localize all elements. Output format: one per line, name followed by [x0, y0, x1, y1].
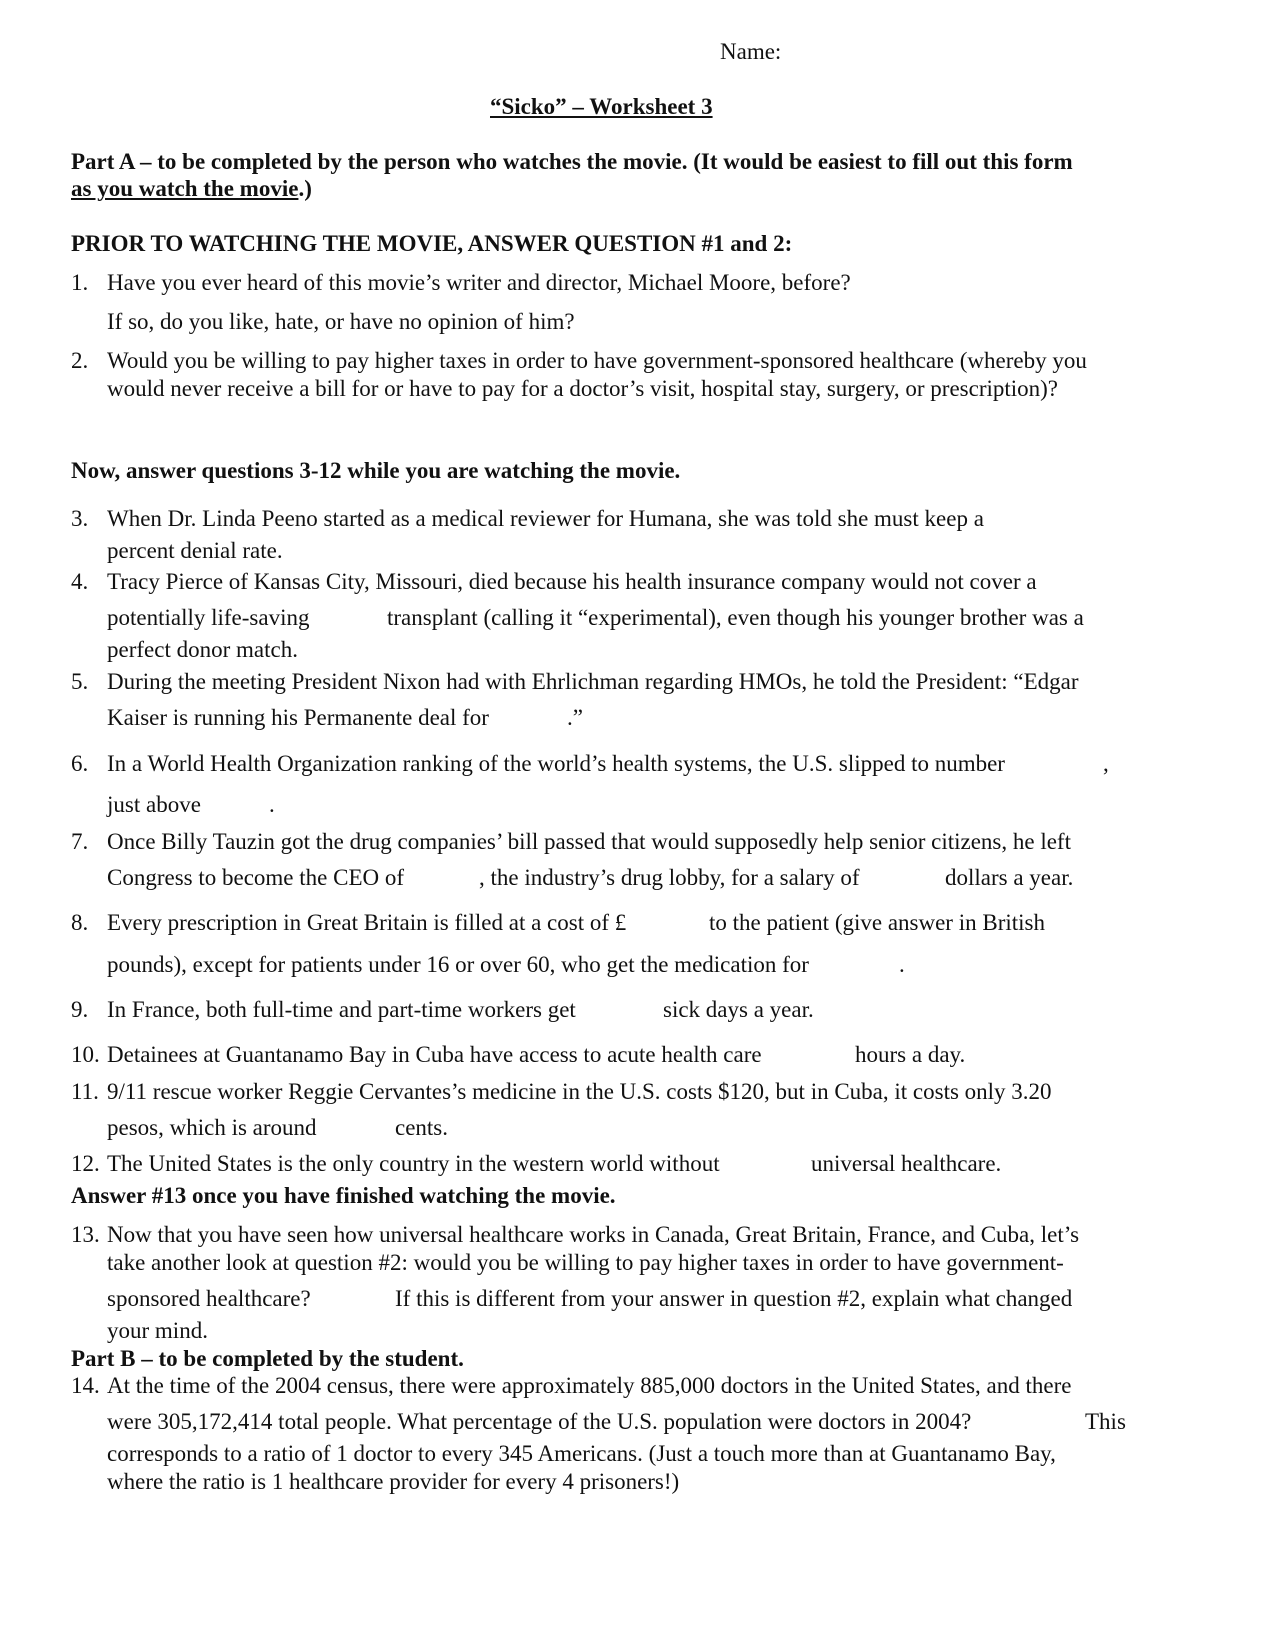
- question-number: 6.: [71, 751, 89, 776]
- question-13-line-1: Now that you have seen how universal healthcare works in Canada, Great Britain, France, and Cuba, let’s: [107, 1222, 1080, 1247]
- question-8-line-1a: Every prescription in Great Britain is filled at a cost of £: [107, 910, 627, 935]
- question-9-line-1b: sick days a year.: [663, 997, 814, 1022]
- question-13-line-4: your mind.: [107, 1318, 208, 1343]
- section-heading-after: Answer #13 once you have finished watching the movie.: [71, 1183, 616, 1208]
- question-13-line-2: take another look at question #2: would you be willing to pay higher taxes in order to have government-: [107, 1250, 1064, 1275]
- question-11-line-2a: pesos, which is around: [107, 1115, 317, 1140]
- question-7-line-2b: , the industry’s drug lobby, for a salary of: [479, 865, 860, 890]
- question-number: 11.: [71, 1079, 99, 1104]
- section-heading-during: Now, answer questions 3-12 while you are watching the movie.: [71, 458, 681, 483]
- question-2-line-2: would never receive a bill for or have to pay for a doctor’s visit, hospital stay, surgery, or prescription)?: [107, 376, 1059, 401]
- question-10-line-1b: hours a day.: [855, 1042, 966, 1067]
- question-5-line-2a: Kaiser is running his Permanente deal for: [107, 705, 489, 730]
- question-7-line-1: Once Billy Tauzin got the drug companies’ bill passed that would supposedly help senior citizens, he left: [107, 829, 1071, 854]
- question-number: 7.: [71, 829, 89, 854]
- part-a-intro-line-1: Part A – to be completed by the person who watches the movie. (It would be easiest to fill out this form: [71, 149, 1073, 174]
- question-number: 14.: [71, 1373, 100, 1398]
- question-12-line-1a: The United States is the only country in the western world without: [107, 1151, 720, 1176]
- question-1-line-2: If so, do you like, hate, or have no opinion of him?: [107, 309, 575, 334]
- question-9-line-1a: In France, both full-time and part-time workers get: [107, 997, 576, 1022]
- question-number: 2.: [71, 348, 89, 373]
- part-b-heading: Part B – to be completed by the student.: [71, 1346, 464, 1371]
- question-5-line-1: During the meeting President Nixon had with Ehrlichman regarding HMOs, he told the President: “Edgar: [107, 669, 1079, 694]
- question-13-line-3a: sponsored healthcare?: [107, 1286, 311, 1311]
- question-11-line-2b: cents.: [395, 1115, 449, 1140]
- question-6-line-1a: In a World Health Organization ranking of the world’s health systems, the U.S. slipped to number: [107, 751, 1005, 776]
- question-8-line-2a: pounds), except for patients under 16 or over 60, who get the medication for: [107, 952, 809, 977]
- question-number: 3.: [71, 506, 89, 531]
- question-14-line-2a: were 305,172,414 total people. What percentage of the U.S. population were doctors in 2004?: [107, 1409, 972, 1434]
- question-5-line-2b: .”: [567, 705, 583, 730]
- question-4-line-2b: transplant (calling it “experimental), even though his younger brother was a: [387, 605, 1084, 630]
- question-1-line-1: Have you ever heard of this movie’s writer and director, Michael Moore, before?: [107, 270, 851, 295]
- question-number: 13.: [71, 1222, 100, 1247]
- question-number: 8.: [71, 910, 89, 935]
- question-4-line-2a: potentially life-saving: [107, 605, 310, 630]
- question-number: 1.: [71, 270, 89, 295]
- question-12-line-1b: universal healthcare.: [811, 1151, 1002, 1176]
- question-10-line-1a: Detainees at Guantanamo Bay in Cuba have access to acute health care: [107, 1042, 762, 1067]
- question-3-line-1: When Dr. Linda Peeno started as a medical reviewer for Humana, she was told she must keep a: [107, 506, 984, 531]
- question-6-line-1b: ,: [1103, 751, 1109, 776]
- question-6-line-2a: just above: [107, 792, 201, 817]
- question-6-line-2b: .: [269, 792, 275, 817]
- question-8-line-1b: to the patient (give answer in British: [709, 910, 1045, 935]
- question-14-line-2b: This: [1085, 1409, 1126, 1434]
- question-3-line-2: percent denial rate.: [107, 538, 283, 563]
- question-7-line-2c: dollars a year.: [945, 865, 1074, 890]
- question-14-line-4: where the ratio is 1 healthcare provider for every 4 prisoners!): [107, 1469, 680, 1494]
- part-a-intro-end: .): [298, 176, 312, 201]
- page-title: “Sicko” – Worksheet 3: [490, 94, 713, 119]
- question-13-line-3b: If this is different from your answer in question #2, explain what changed: [395, 1286, 1073, 1311]
- part-a-intro-line-2: [71, 177, 312, 200]
- question-number: 10.: [71, 1042, 100, 1067]
- question-number: 9.: [71, 997, 89, 1022]
- question-7-line-2a: Congress to become the CEO of: [107, 865, 405, 890]
- question-number: 12.: [71, 1151, 100, 1176]
- question-number: 4.: [71, 569, 89, 594]
- question-4-line-3: perfect donor match.: [107, 637, 298, 662]
- question-number: 5.: [71, 669, 89, 694]
- question-8-line-2b: .: [899, 952, 905, 977]
- question-2-line-1: Would you be willing to pay higher taxes in order to have government-sponsored healthcare (whereby you: [107, 348, 1087, 373]
- name-label: Name:: [720, 39, 782, 64]
- section-heading-prior: PRIOR TO WATCHING THE MOVIE, ANSWER QUESTION #1 and 2:: [71, 231, 793, 256]
- question-14-line-3: corresponds to a ratio of 1 doctor to every 345 Americans. (Just a touch more than at Guantanamo Bay,: [107, 1441, 1056, 1466]
- question-11-line-1: 9/11 rescue worker Reggie Cervantes’s medicine in the U.S. costs $120, but in Cuba, it costs only 3.20: [107, 1079, 1052, 1104]
- question-4-line-1: Tracy Pierce of Kansas City, Missouri, died because his health insurance company would not cover a: [107, 569, 1037, 594]
- question-14-line-1: At the time of the 2004 census, there were approximately 885,000 doctors in the United States, and there: [107, 1373, 1072, 1398]
- part-a-intro-underlined: as you watch the movie: [71, 176, 299, 201]
